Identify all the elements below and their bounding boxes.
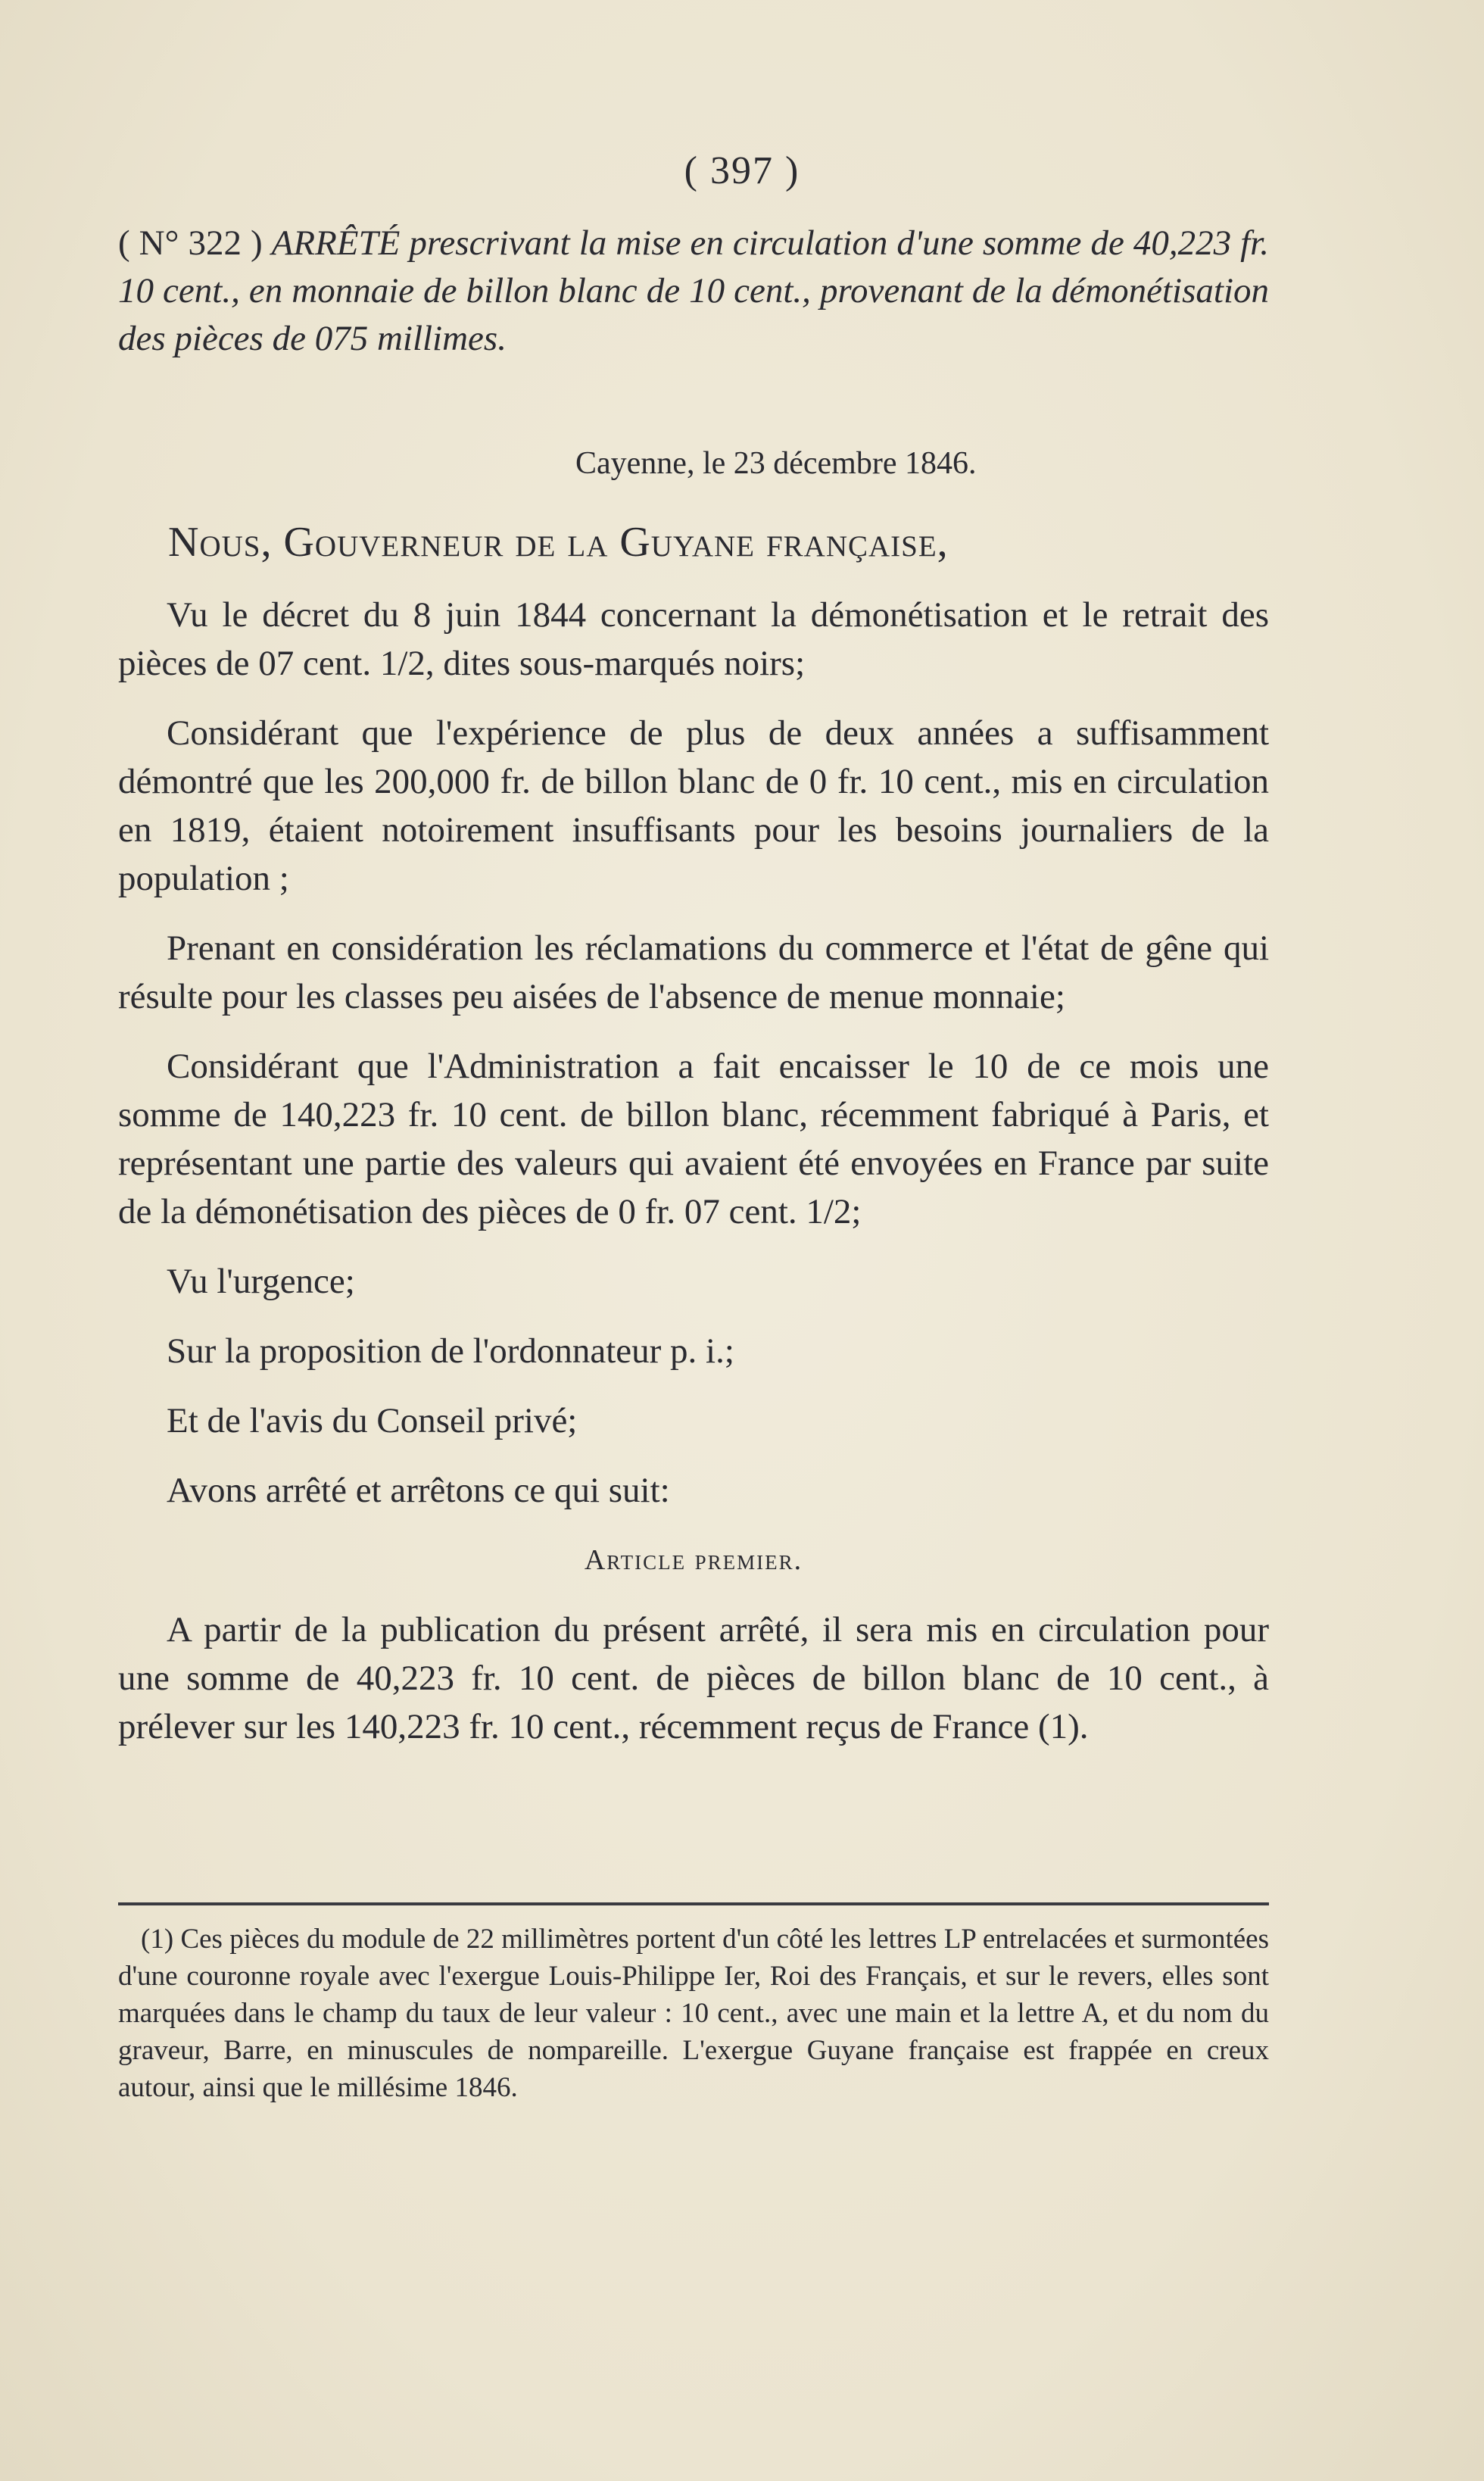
paragraph-urgence: Vu l'urgence; [167, 1262, 355, 1301]
page-number: ( 397 ) [684, 149, 800, 192]
decree-header [118, 220, 1269, 363]
article-text: A partir de la publication du présent arrêté, il sera mis en circulation pour une somme de 40,223 fr. 10 cent. de pièces de billon blanc de 10 cent., à prélever sur les 140,223 fr. 10 cent., récemment reçus de France (1). [118, 1610, 1269, 1746]
decree-body [118, 591, 1269, 1772]
paragraph-avis: Et de l'avis du Conseil privé; [167, 1401, 578, 1440]
paragraph-considerant-2: Considérant que l'Administration a fait encaisser le 10 de ce mois une somme de 140,223 fr. 10 cent. de billon blanc, récemment fabriqué à Paris, et représentant une partie des valeurs qui avaient été envoyées en France par suite de la démonétisation des pièces de 0 fr. 07 cent. 1/2; [118, 1047, 1269, 1231]
paragraph-proposition: Sur la proposition de l'ordonnateur p. i.; [167, 1331, 734, 1371]
paragraph-avons: Avons arrêté et arrêtons ce qui suit: [167, 1471, 670, 1510]
footnote [118, 1921, 1269, 2106]
dateline: Cayenne, le 23 décembre 1846. [575, 446, 977, 481]
paragraph-prenant: Prenant en considération les réclamations du commerce et l'état de gêne qui résulte pour les classes peu aisées de l'absence de menue monnaie; [118, 928, 1269, 1016]
footnote-divider [118, 1902, 1269, 1905]
article-heading: Article premier. [584, 1544, 803, 1576]
paragraph-decret: Vu le décret du 8 juin 1844 concernant la démonétisation et le retrait des pièces de 07 cent. 1/2, dites sous-marqués noirs; [118, 595, 1269, 683]
decree-number: ( N° 322 ) [118, 223, 263, 263]
paragraph-considerant-1: Considérant que l'expérience de plus de deux années a suffisamment démontré que les 200,000 fr. de billon blanc de 0 fr. 10 cent., mis en circulation en 1819, étaient notoirement insuffisants pour les besoins journaliers de la population ; [118, 713, 1269, 898]
footnote-text: (1) Ces pièces du module de 22 millimètres portent d'un côté les lettres LP entrelacées et surmontées d'une couronne royale avec l'exergue Louis-Philippe Ier, Roi des Français, et sur le revers, elles sont marquées dans le champ du taux de leur valeur : 10 cent., avec une main et la lettre A, et du nom du graveur, Barre, en minuscules de nompareille. L'exergue Guyane française est frappée en creux autour, ainsi que le millésime 1846. [118, 1924, 1269, 2103]
address-line: Nous, Gouverneur de la Guyane française, [168, 519, 949, 566]
decree-title: ARRÊTÉ prescrivant la mise en circulation d'une somme de 40,223 fr. 10 cent., en monnaie de billon blanc de 10 cent., provenant de la démonétisation des pièces de 075 millimes. [118, 223, 1270, 358]
